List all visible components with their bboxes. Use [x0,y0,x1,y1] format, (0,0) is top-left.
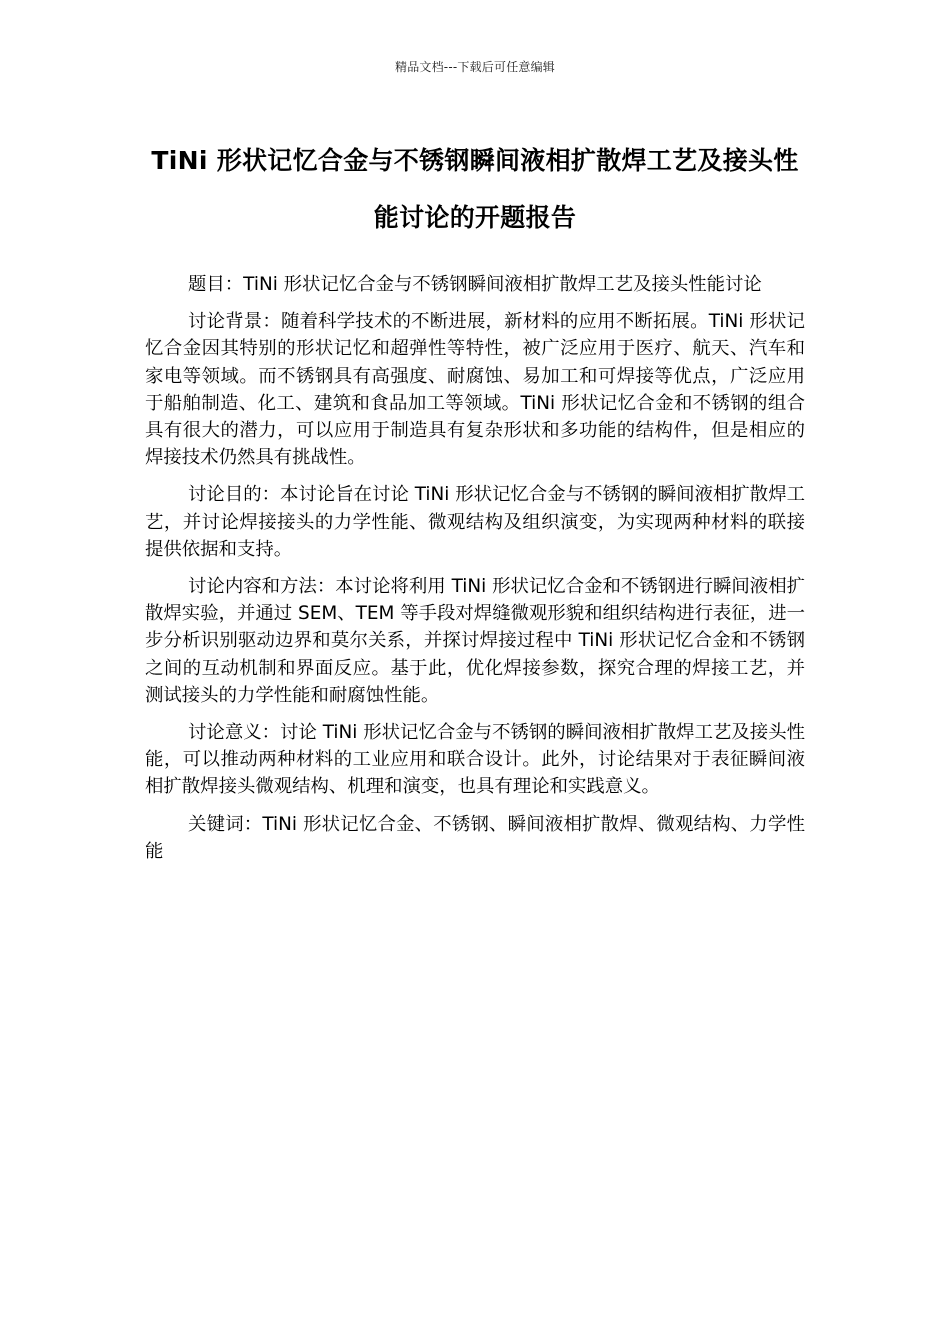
document-body [145,271,805,875]
paragraph-content-methods: 讨论内容和方法：本讨论将利用 TiNi 形状记忆合金和不锈钢进行瞬间液相扩散焊实验，并通过 SEM、TEM 等手段对焊缝微观形貌和组织结构进行表征，进一步分析识别驱动边界和莫尔关系，并探讨焊接过程中 TiNi 形状记忆合金和不锈钢之间的互动机制和界面反应。基于此，优化焊接参数，探究合理的焊接工艺，并测试接头的力学性能和耐腐蚀性能。 [145,576,805,706]
header-note: 精品文档---下载后可任意编辑 [395,60,555,74]
document-title: TiNi 形状记忆合金与不锈钢瞬间液相扩散焊工艺及接头性能讨论的开题报告 [151,146,799,232]
paragraph-significance: 讨论意义：讨论 TiNi 形状记忆合金与不锈钢的瞬间液相扩散焊工艺及接头性能，可以推动两种材料的工业应用和联合设计。此外，讨论结果对于表征瞬间液相扩散焊接头微观结构、机理和演变，也具有理论和实践意义。 [145,722,805,798]
paragraph-purpose: 讨论目的：本讨论旨在讨论 TiNi 形状记忆合金与不锈钢的瞬间液相扩散焊工艺，并讨论焊接接头的力学性能、微观结构及组织演变，为实现两种材料的联接提供依据和支持。 [145,484,805,560]
paragraph-topic: 题目：TiNi 形状记忆合金与不锈钢瞬间液相扩散焊工艺及接头性能讨论 [188,274,762,295]
paragraph-background: 讨论背景：随着科学技术的不断进展，新材料的应用不断拓展。TiNi 形状记忆合金因其特别的形状记忆和超弹性等特性，被广泛应用于医疗、航天、汽车和家电等领域。而不锈钢具有高强度、耐腐蚀、易加工和可焊接等优点，广泛应用于船舶制造、化工、建筑和食品加工等领域。TiNi 形状记忆合金和不锈钢的组合具有很大的潜力，可以应用于制造具有复杂形状和多功能的结构件，但是相应的焊接技术仍然具有挑战性。 [145,311,805,469]
paragraph-keywords: 关键词：TiNi 形状记忆合金、不锈钢、瞬间液相扩散焊、微观结构、力学性能 [145,813,805,862]
